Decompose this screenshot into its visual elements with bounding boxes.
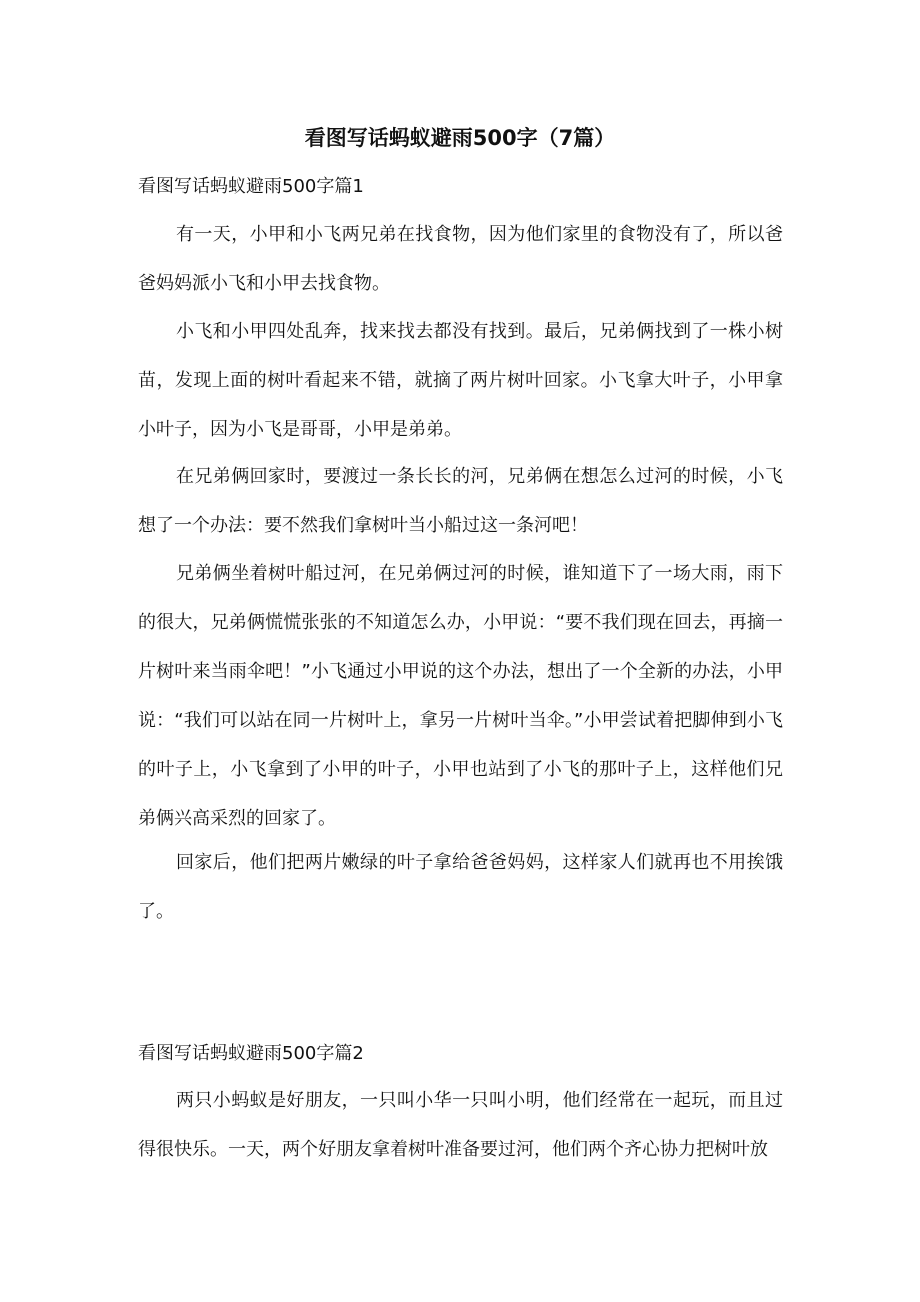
document-title: 看图写话蚂蚁避雨500字（7篇） <box>304 126 616 150</box>
paragraph: 小飞和小甲四处乱奔，找来找去都没有找到。最后，兄弟俩找到了一株小树苗，发现上面的树叶看起来不错，就摘了两片树叶回家。小飞拿大叶子，小甲拿小叶子，因为小飞是哥哥，小甲是弟弟。 <box>138 321 783 440</box>
section-heading-1: 看图写话蚂蚁避雨500字篇1 <box>138 176 364 197</box>
paragraph: 兄弟俩坐着树叶船过河，在兄弟俩过河的时候，谁知道下了一场大雨，雨下的很大，兄弟俩慌慌张张的不知道怎么办，小甲说：“要不我们现在回去，再摘一片树叶来当雨伞吧！”小飞通过小甲说的这个办法，想出了一个全新的办法，小甲说：“我们可以站在同一片树叶上，拿另一片树叶当伞。”小甲尝试着把脚伸到小飞的叶子上，小飞拿到了小甲的叶子，小甲也站到了小飞的那叶子上，这样他们兄弟俩兴高采烈的回家了。 <box>138 563 783 829</box>
paragraph: 回家后，他们把两片嫩绿的叶子拿给爸爸妈妈，这样家人们就再也不用挨饿了。 <box>138 852 783 922</box>
paragraph: 有一天，小甲和小飞两兄弟在找食物，因为他们家里的食物没有了，所以爸爸妈妈派小飞和小甲去找食物。 <box>138 224 783 294</box>
paragraph: 两只小蚂蚁是好朋友，一只叫小华一只叫小明，他们经常在一起玩，而且过得很快乐。一天，两个好朋友拿着树叶准备要过河，他们两个齐心协力把树叶放 <box>138 1090 783 1160</box>
paragraph: 在兄弟俩回家时，要渡过一条长长的河，兄弟俩在想怎么过河的时候，小飞想了一个办法：要不然我们拿树叶当小船过这一条河吧！ <box>138 466 783 536</box>
section-heading-2: 看图写话蚂蚁避雨500字篇2 <box>138 1043 364 1064</box>
